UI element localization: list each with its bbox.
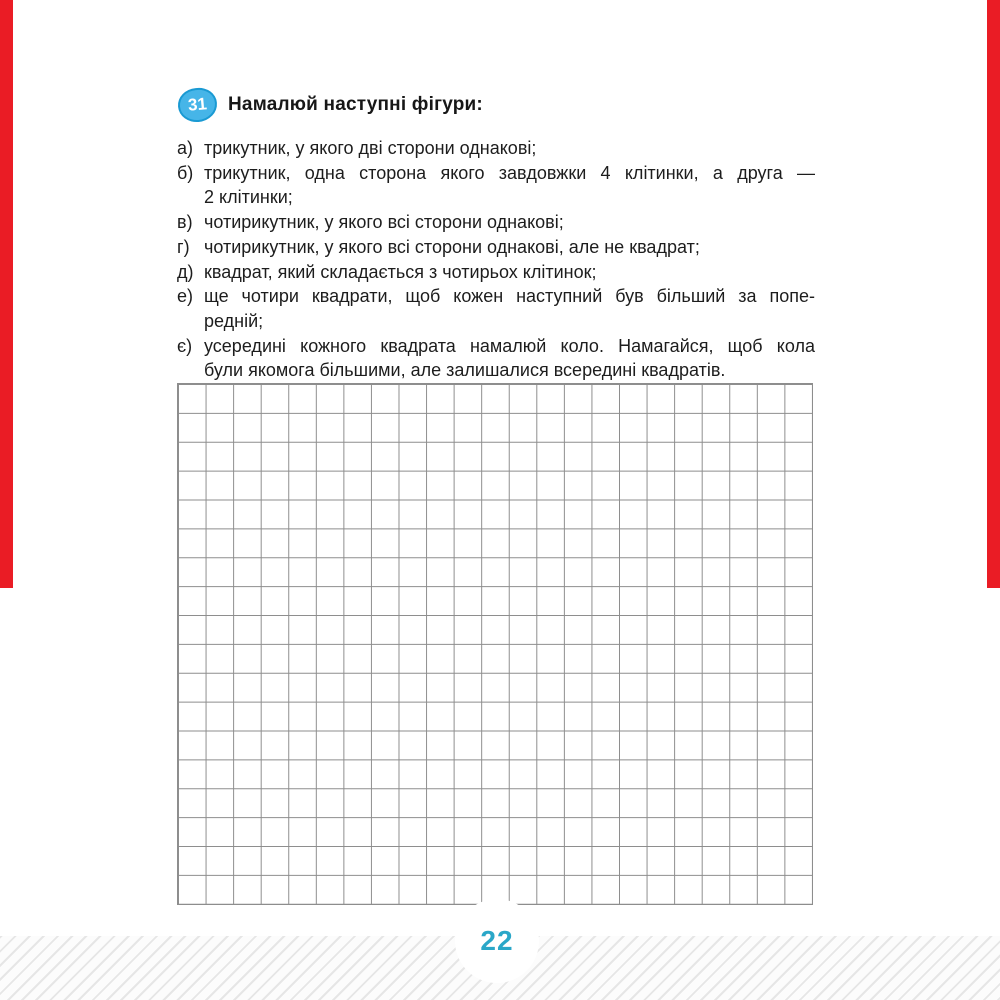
item-line: чотирикутник, у якого всі сторони однакові, але не квадрат;	[204, 236, 700, 257]
exercise-number: 31	[187, 94, 208, 115]
item-text	[204, 161, 815, 210]
item-text	[204, 260, 815, 285]
list-item-ye	[177, 334, 815, 383]
item-line: ще чотири квадрати, щоб кожен наступний був більший за попе-	[204, 286, 815, 307]
item-line: чотирикутник, у якого всі сторони однакові;	[204, 212, 564, 233]
item-label: е)	[177, 286, 194, 307]
item-label: д)	[177, 261, 194, 282]
list-item-a	[177, 136, 815, 161]
item-line: 2 клітинки;	[204, 187, 293, 208]
item-label: а)	[177, 138, 194, 158]
item-text	[204, 284, 815, 333]
list-item-b	[177, 161, 815, 210]
item-line: редній;	[204, 310, 264, 331]
list-item-v	[177, 210, 815, 235]
page-edge-right	[987, 0, 1000, 588]
item-text	[204, 334, 815, 383]
item-label: в)	[177, 212, 193, 233]
item-label: г)	[177, 236, 190, 257]
list-item-d	[177, 260, 815, 285]
exercise-number-badge	[177, 86, 219, 123]
item-label: б)	[177, 162, 194, 183]
item-line: усередині кожного квадрата намалюй коло. Намагайся, щоб кола	[204, 335, 815, 356]
item-text	[204, 136, 815, 161]
page-edge-left	[0, 0, 13, 588]
exercise-title: Намалюй наступні фігури:	[228, 94, 483, 115]
list-item-e	[177, 284, 815, 333]
exercise-list	[177, 136, 815, 383]
item-line: квадрат, який складається з чотирьох клітинок;	[204, 261, 597, 282]
item-line: трикутник, у якого дві сторони однакові;	[204, 138, 537, 158]
item-text	[204, 235, 815, 260]
list-item-h	[177, 235, 815, 260]
exercise-header	[177, 86, 817, 126]
item-label: є)	[177, 335, 193, 356]
page-number: 22	[480, 925, 514, 956]
item-line: трикутник, одна сторона якого завдовжки 4 клітинки, а друга —	[204, 162, 815, 183]
item-text	[204, 210, 815, 235]
item-line: були якомога більшими, але залишалися всередині квадратів.	[204, 360, 726, 381]
drawing-grid	[177, 383, 813, 905]
